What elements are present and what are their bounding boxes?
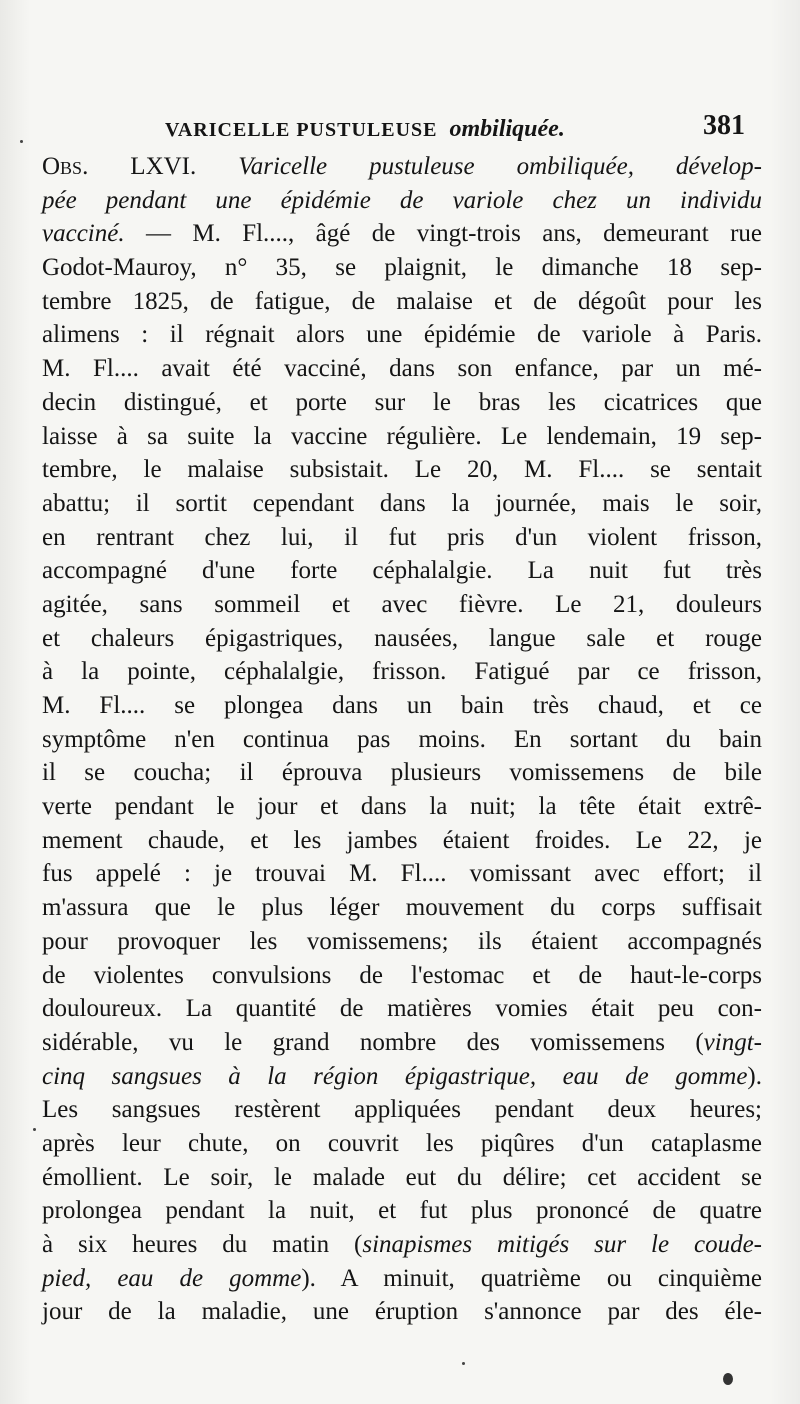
italic-text: pied, eau de gomme (42, 1264, 302, 1292)
text-line (42, 352, 762, 386)
text-line (42, 1228, 762, 1262)
ink-speck (462, 1362, 465, 1365)
text-line (42, 217, 762, 251)
running-head (165, 116, 565, 143)
observation-label: Obs. LXVI. (42, 153, 239, 180)
text-line (42, 1060, 762, 1094)
text-line (42, 150, 762, 184)
running-head-italic: ombiliquée. (449, 116, 565, 142)
text-line (42, 1127, 762, 1161)
line-text: Godot-Mauroy, n° 35, se plaignit, le dimanche 18 sep- (42, 254, 762, 282)
line-text: pour provoquer les vomissemens; ils étaient accompagnés (42, 927, 762, 955)
italic-text: vingt- (703, 1028, 762, 1056)
text-line (42, 588, 762, 622)
italic-text: cinq sangsues à la région épigastrique, eau de gomme (42, 1062, 748, 1090)
text-line (42, 420, 762, 454)
ink-blot (723, 1373, 733, 1385)
line-text: en rentrant chez lui, il fut pris d'un violent frisson, (42, 523, 762, 551)
text-line (42, 959, 762, 993)
text-line (42, 1194, 762, 1228)
line-text: abattu; il sortit cependant dans la journée, mais le soir, (42, 489, 762, 517)
text-line (42, 655, 762, 689)
text-line (42, 184, 762, 218)
line-text: m'assura que le plus léger mouvement du corps suffisait (42, 894, 762, 922)
line-text: fus appelé : je trouvai M. Fl.... vomissant avec effort; il (42, 860, 762, 888)
text-line (42, 1295, 762, 1329)
line-text: à six heures du matin ( (42, 1231, 363, 1258)
line-text: accompagné d'une forte céphalalgie. La nuit fut très (42, 557, 762, 585)
line-text: à la pointe, céphalalgie, frisson. Fatigué par ce frisson, (42, 658, 762, 686)
text-line (42, 756, 762, 790)
ink-speck (33, 1128, 36, 1131)
line-text: Les sangsues restèrent appliquées pendant deux heures; (42, 1096, 762, 1124)
text-line (42, 622, 762, 656)
text-line (42, 891, 762, 925)
text-line (42, 318, 762, 352)
text-line (42, 251, 762, 285)
line-text: tembre 1825, de fatigue, de malaise et de dégoût pour les (42, 287, 762, 315)
line-text: agitée, sans sommeil et avec fièvre. Le 21, douleurs (42, 590, 762, 618)
italic-text: vacciné. (42, 220, 125, 248)
ink-speck (20, 140, 23, 143)
line-text: symptôme n'en continua pas moins. En sortant du bain (42, 725, 762, 753)
line-text: M. Fl.... se plongea dans un bain très chaud, et ce (42, 692, 762, 719)
text-line (42, 1161, 762, 1195)
line-text: ). (747, 1062, 762, 1090)
line-text: verte pendant le jour et dans la nuit; la tête était extrê- (42, 793, 762, 821)
line-text: sidérable, vu le grand nombre des vomissemens ( (42, 1028, 704, 1056)
line-text: prolongea pendant la nuit, et fut plus prononcé de quatre (42, 1197, 762, 1225)
text-line (42, 1262, 762, 1296)
text-line (42, 790, 762, 824)
text-line (42, 453, 762, 487)
line-text: jour de la maladie, une éruption s'annonce par des éle- (42, 1298, 762, 1326)
line-text: douloureux. La quantité de matières vomies était peu con- (42, 995, 762, 1023)
line-text: il se coucha; il éprouva plusieurs vomissemens de bile (42, 759, 762, 787)
body-text (42, 150, 762, 1329)
text-line (42, 386, 762, 420)
page-number: 381 (703, 110, 745, 141)
text-line (42, 689, 762, 723)
italic-text: Varicelle pustuleuse ombiliquée, dévelop- (238, 153, 762, 180)
line-text: alimens : il régnait alors une épidémie de variole à Paris. (42, 321, 762, 349)
line-text: laisse à sa suite la vaccine régulière. Le lendemain, 19 sep- (42, 422, 762, 450)
line-text: ). A minuit, quatrième ou cinquième (301, 1264, 762, 1292)
text-line (42, 285, 762, 319)
italic-text: sinapismes mitigés sur le coude- (362, 1231, 763, 1258)
line-text: émollient. Le soir, le malade eut du délire; cet accident se (42, 1163, 762, 1191)
text-line (42, 1026, 762, 1060)
line-text: après leur chute, on couvrit les piqûres d'un cataplasme (42, 1129, 762, 1157)
text-line (42, 554, 762, 588)
line-text: M. Fl.... avait été vacciné, dans son enfance, par un mé- (42, 355, 762, 383)
line-text: et chaleurs épigastriques, nausées, langue sale et rouge (42, 624, 762, 652)
line-text: mement chaude, et les jambes étaient froides. Le 22, je (42, 826, 762, 854)
italic-text: pée pendant une épidémie de variole chez un individu (42, 186, 762, 214)
text-line (42, 723, 762, 757)
line-text: tembre, le malaise subsistait. Le 20, M. Fl.... se sentait (42, 456, 762, 484)
line-text: — M. Fl...., âgé de vingt-trois ans, demeurant rue (124, 220, 762, 248)
line-text: decin distingué, et porte sur le bras les cicatrices que (42, 388, 762, 416)
line-text: de violentes convulsions de l'estomac et de haut-le-corps (42, 961, 762, 989)
text-line (42, 857, 762, 891)
text-line (42, 824, 762, 858)
text-line (42, 1093, 762, 1127)
text-line (42, 992, 762, 1026)
page-header (165, 108, 765, 148)
text-line (42, 487, 762, 521)
running-head-caps: VARICELLE PUSTULEUSE (165, 119, 438, 141)
text-line (42, 521, 762, 555)
text-line (42, 925, 762, 959)
